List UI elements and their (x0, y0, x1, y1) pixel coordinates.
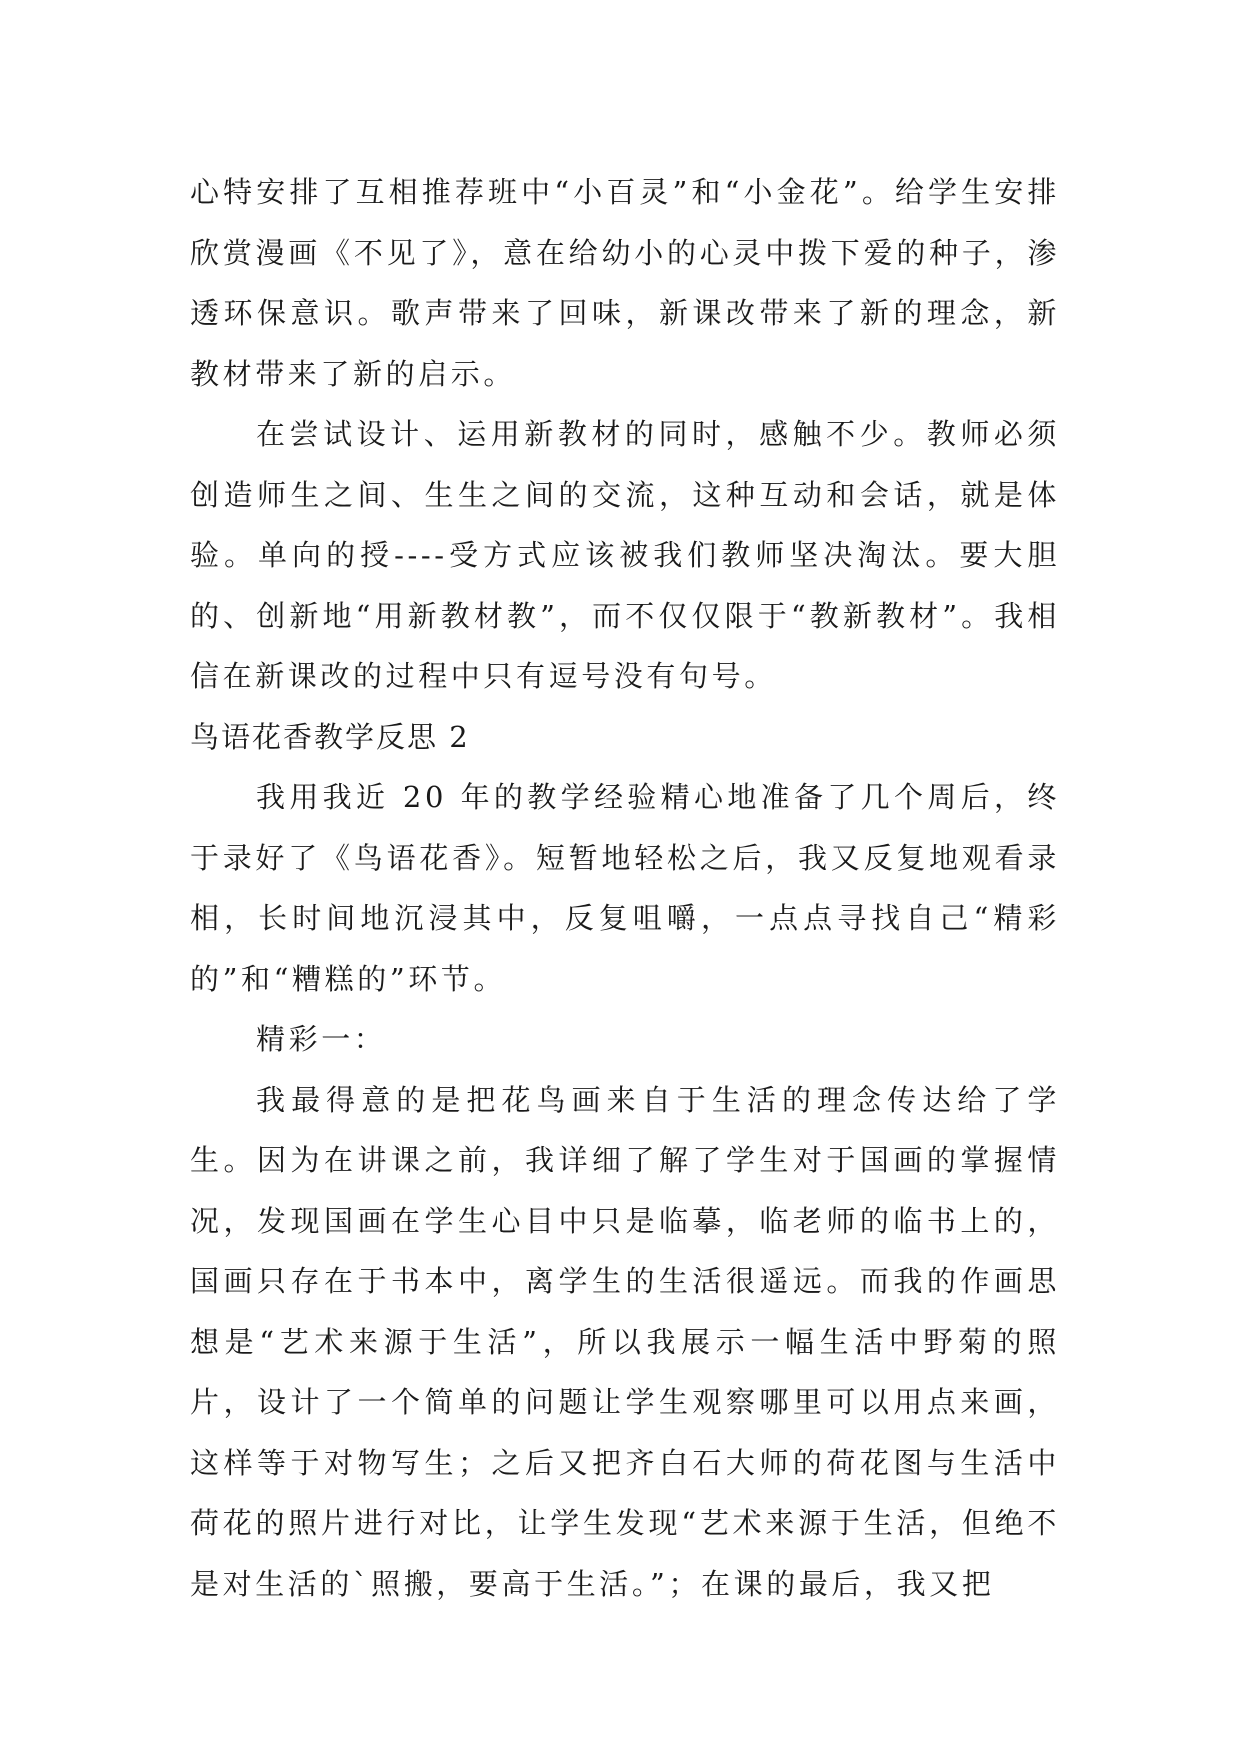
paragraph: 在尝试设计、运用新教材的同时，感触不少。教师必须创造师生之间、生生之间的交流，这种互动和会话，就是体验。单向的授----受方式应该被我们教师坚决淘汰。要大胆的、创新地“用新教材教”，而不仅仅限于“教新教材”。我相信在新课改的过程中只有逗号没有句号。 (190, 417, 1060, 693)
section-heading: 鸟语花香教学反思 2 (190, 719, 470, 754)
paragraph: 我最得意的是把花鸟画来自于生活的理念传达给了学生。因为在讲课之前，我详细了解了学生对于国画的掌握情况，发现国画在学生心目中只是临摹，临老师的临书上的，国画只存在于书本中，离学生的生活很遥远。而我的作画思想是“艺术来源于生活”，所以我展示一幅生活中野菊的照片，设计了一个简单的问题让学生观察哪里可以用点来画，这样等于对物写生；之后又把齐白石大师的荷花图与生活中荷花的照片进行对比，让学生发现“艺术来源于生活，但绝不是对生活的`照搬，要高于生活。”；在课的最后，我又把 (190, 1082, 1060, 1601)
paragraph: 我用我近 20 年的教学经验精心地准备了几个周后，终于录好了《鸟语花香》。短暂地轻松之后，我又反复地观看录相，长时间地沉浸其中，反复咀嚼，一点点寻找自己“精彩的”和“糟糕的”环节。 (190, 780, 1060, 996)
document-body (190, 162, 1060, 1614)
paragraph: 心特安排了互相推荐班中“小百灵”和“小金花”。给学生安排欣赏漫画《不见了》，意在给幼小的心灵中拨下爱的种子，渗透环保意识。歌声带来了回味，新课改带来了新的理念，新教材带来了新的启示。 (190, 175, 1060, 391)
paragraph: 精彩一： (256, 1022, 387, 1056)
